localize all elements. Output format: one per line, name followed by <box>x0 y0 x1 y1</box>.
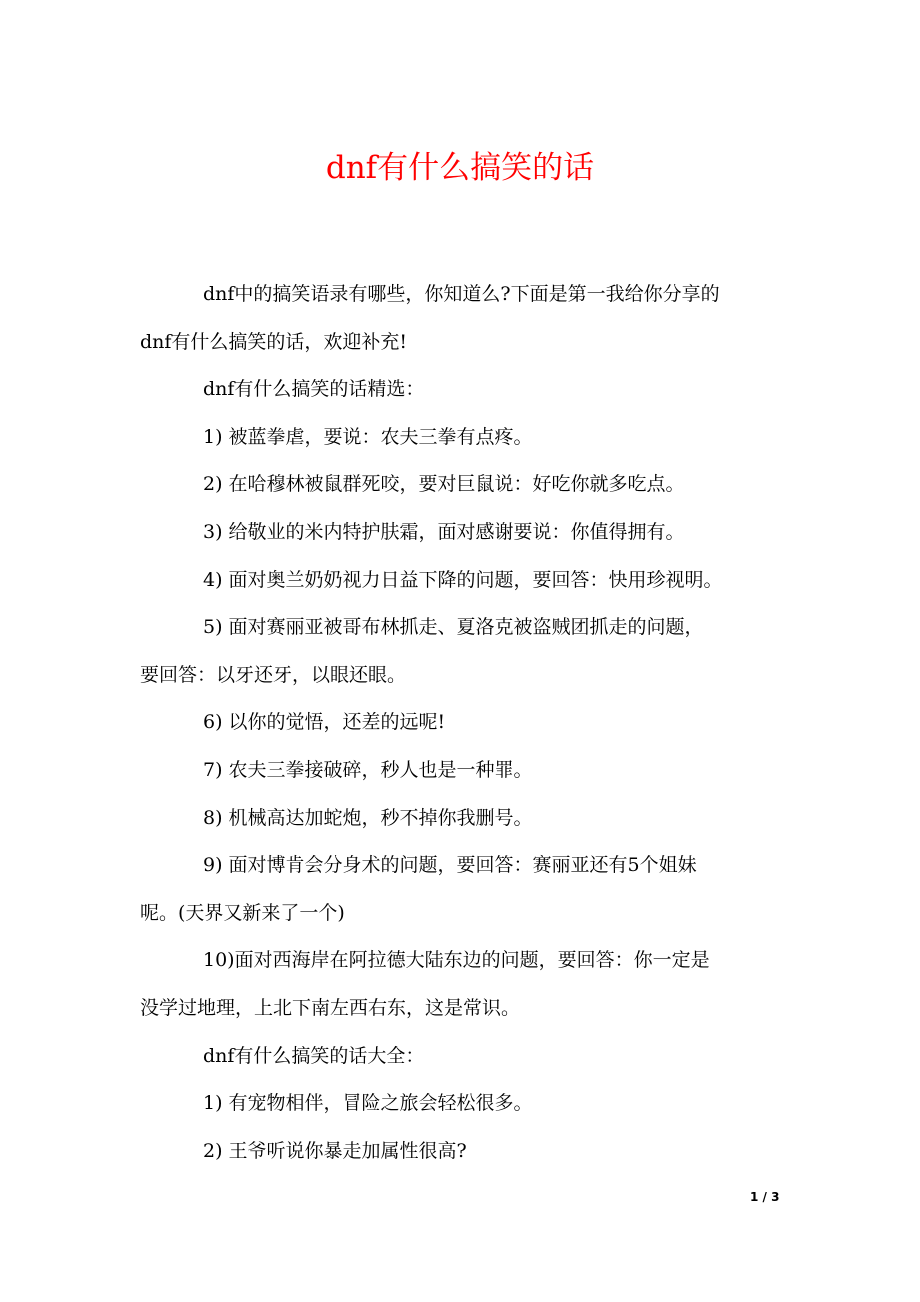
list-item: 1) 被蓝拳虐，要说：农夫三拳有点疼。 <box>203 425 533 448</box>
paragraph-line: dnf中的搞笑语录有哪些，你知道么?下面是第一我给你分享的 <box>203 283 720 305</box>
section-heading: dnf有什么搞笑的话大全： <box>203 1044 425 1067</box>
list-item: 8) 机械高达加蛇炮，秒不掉你我删号。 <box>203 806 533 829</box>
document-body <box>140 278 780 1182</box>
list-item: 2) 王爷听说你暴走加属性很高? <box>203 1139 467 1162</box>
list-item: 6) 以你的觉悟，还差的远呢! <box>203 711 446 734</box>
list-item: 7) 农夫三拳接破碎，秒人也是一种罪。 <box>203 758 533 781</box>
list-item: 4) 面对奥兰奶奶视力日益下降的问题，要回答：快用珍视明。 <box>203 568 723 591</box>
list-item: 9) 面对博肯会分身术的问题，要回答：赛丽亚还有5个姐妹 <box>203 854 697 877</box>
list-item: 5) 面对赛丽亚被哥布林抓走、夏洛克被盗贼团抓走的问题， <box>203 616 704 639</box>
list-item-continuation: 呢。(天界又新来了一个) <box>140 901 345 924</box>
list-item: 2) 在哈穆林被鼠群死咬，要对巨鼠说：好吃你就多吃点。 <box>203 473 685 496</box>
paragraph-line: dnf有什么搞笑的话，欢迎补充! <box>140 330 408 353</box>
list-item: 1) 有宠物相伴，冒险之旅会轻松很多。 <box>203 1092 533 1115</box>
document-title: dnf有什么搞笑的话 <box>325 150 595 186</box>
page-number: 1 / 3 <box>750 1190 780 1204</box>
list-item: 3) 给敬业的米内特护肤霜，面对感谢要说：你值得拥有。 <box>203 520 685 543</box>
list-item-continuation: 没学过地理，上北下南左西右东，这是常识。 <box>140 996 521 1019</box>
list-item-continuation: 要回答：以牙还牙，以眼还眼。 <box>140 663 407 686</box>
section-heading: dnf有什么搞笑的话精选： <box>203 378 425 401</box>
list-item: 10)面对西海岸在阿拉德大陆东边的问题，要回答：你一定是 <box>203 949 710 972</box>
